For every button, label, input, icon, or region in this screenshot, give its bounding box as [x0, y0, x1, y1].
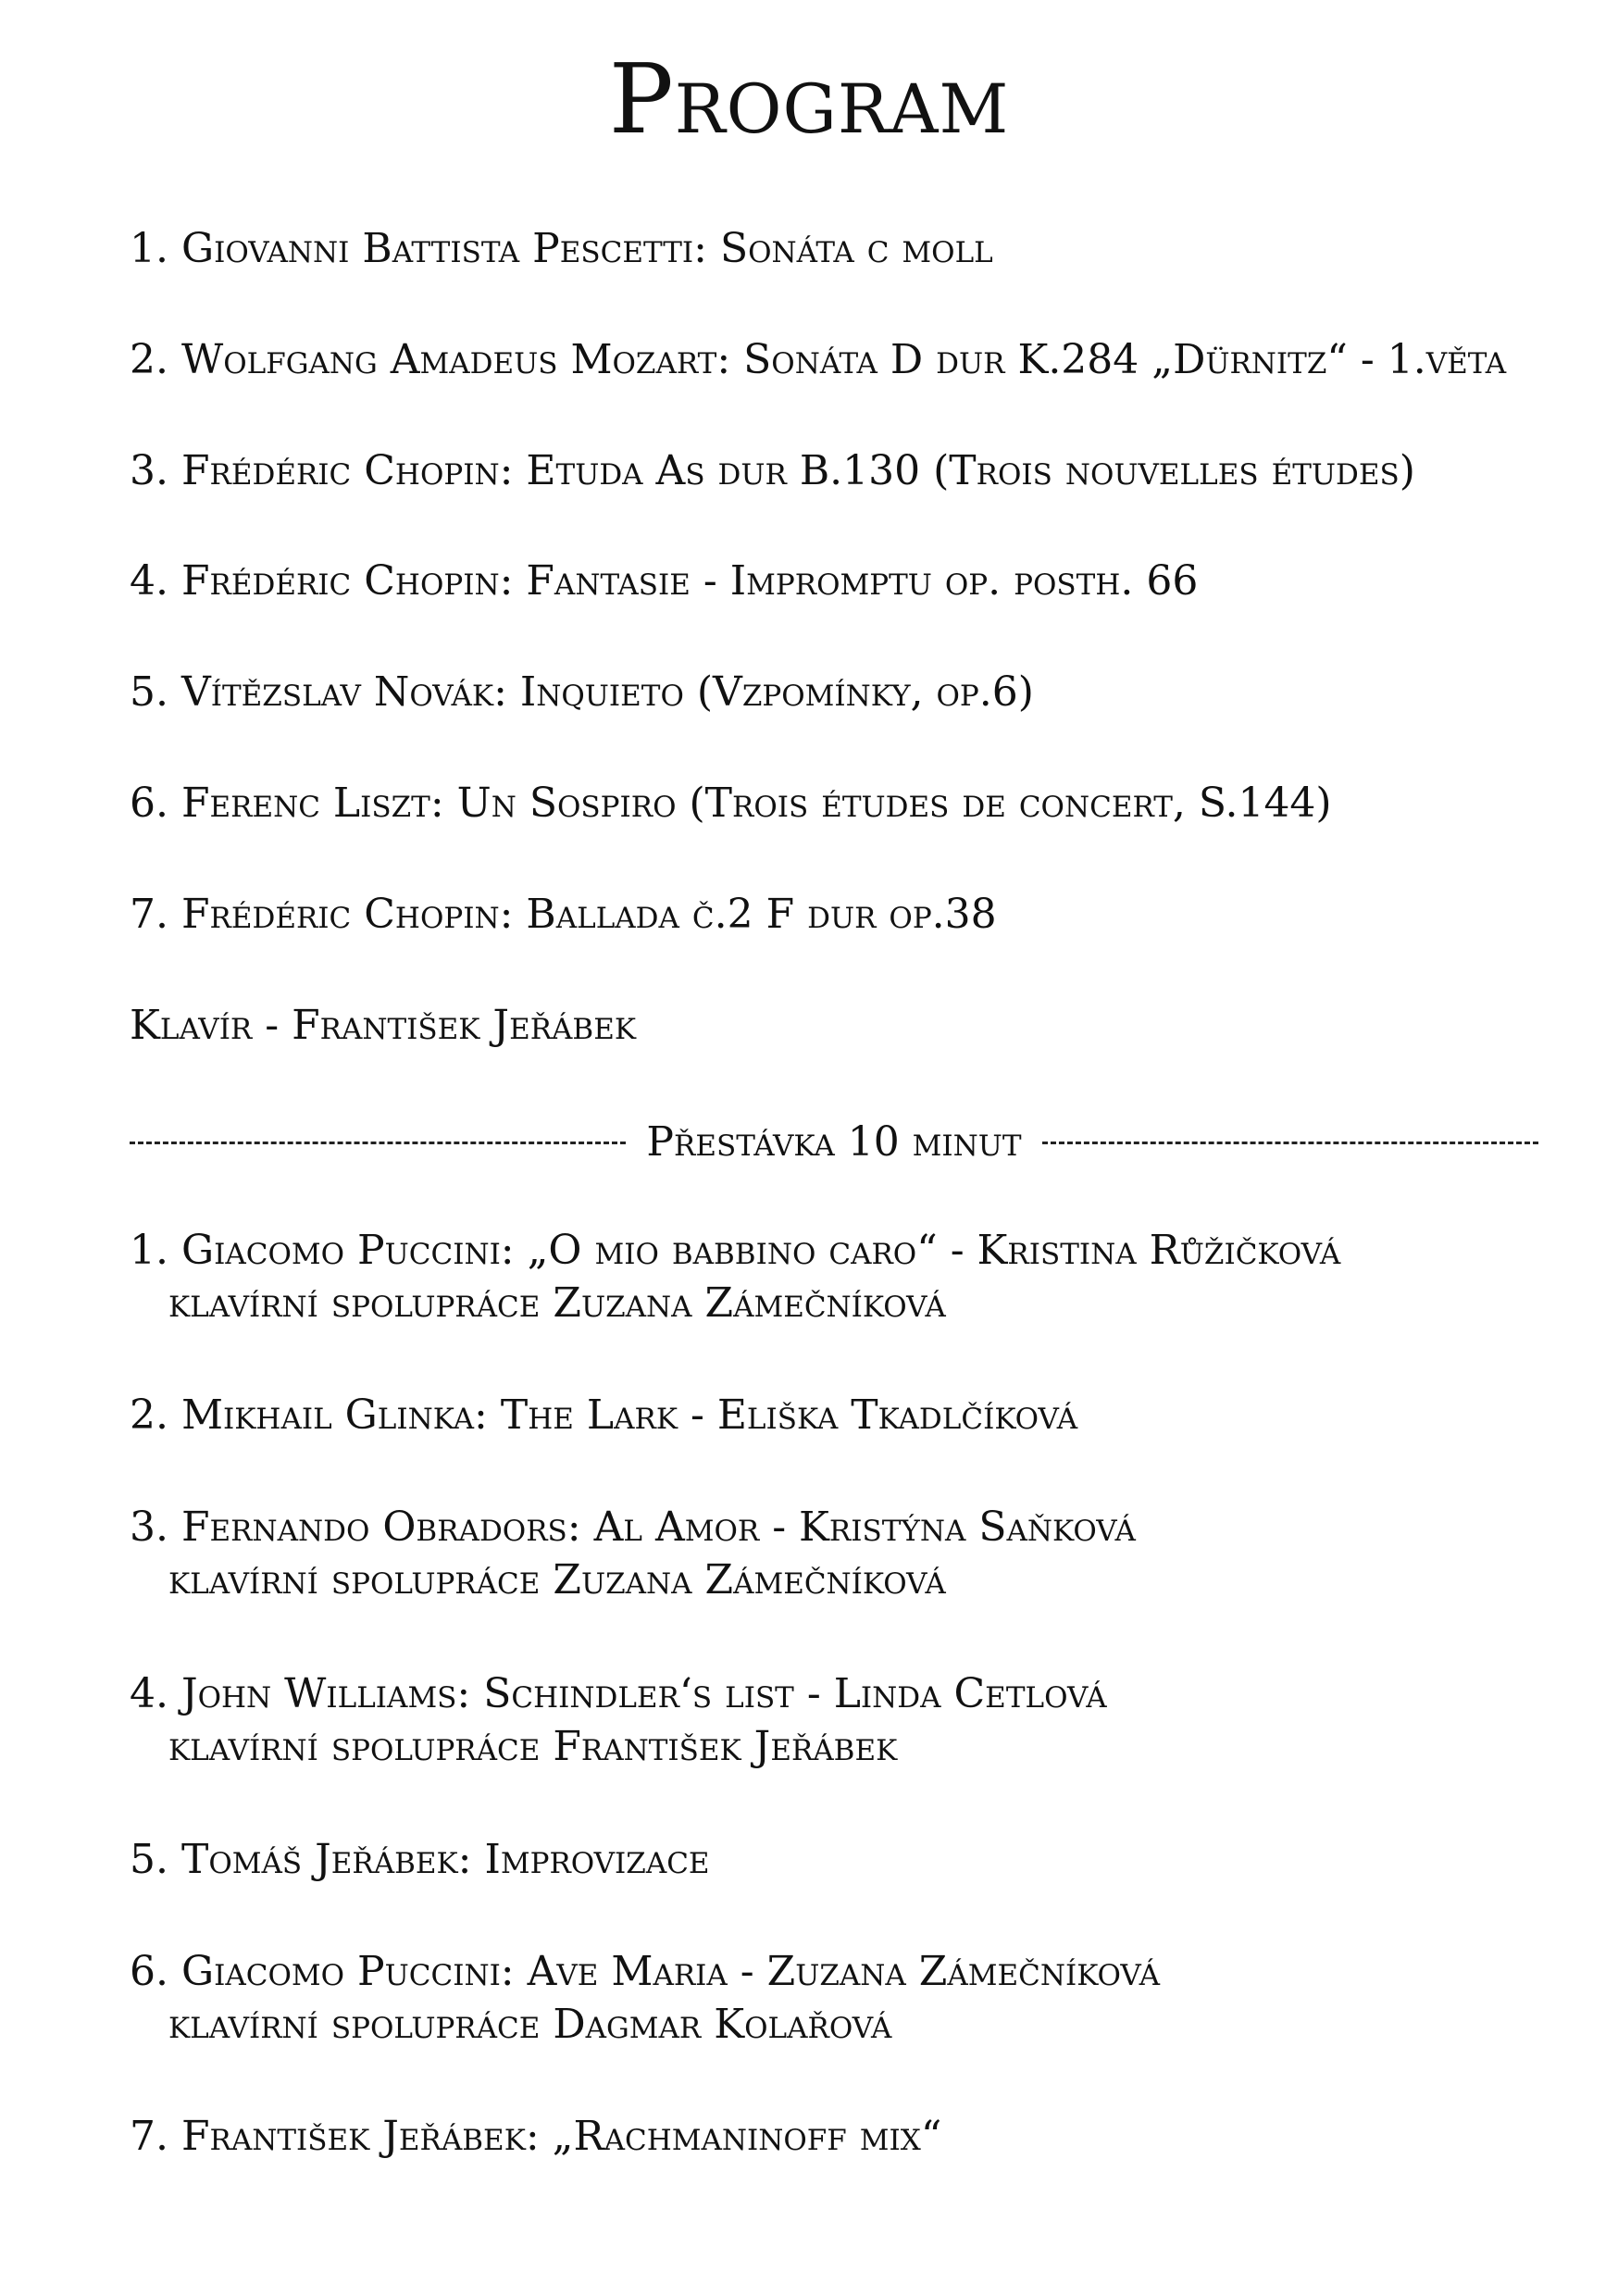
program-item-2: 2. Wolfgang Amadeus Mozart: Sonáta D dur K.284 „Dürnitz“ - 1.věta	[130, 336, 1507, 383]
program-item-2-6: 6. Giacomo Puccini: Ave Maria - Zuzana Zámečníková	[130, 1948, 1161, 1995]
dashed-rule-right	[1042, 1142, 1538, 1144]
dashed-rule-left	[130, 1142, 626, 1144]
program-item-2-5: 5. Tomáš Jeřábek: Improvizace	[130, 1836, 710, 1883]
program-item-3: 3. Frédéric Chopin: Etuda As dur B.130 (Trois nouvelles études)	[130, 447, 1415, 494]
program-item-2-3: 3. Fernando Obradors: Al Amor - Kristýna Saňková	[130, 1504, 1136, 1551]
program-item-2-1: 1. Giacomo Puccini: „O mio babbino caro“ - Kristina Růžičková	[130, 1227, 1341, 1274]
accompaniment-line-4: klavírní spolupráce František Jeřábek	[168, 1723, 898, 1770]
program-item-6: 6. Ferenc Liszt: Un Sospiro (Trois études de concert, S.144)	[130, 780, 1332, 827]
intermission-label: Přestávka 10 minut	[646, 1118, 1022, 1166]
program-item-7: 7. Frédéric Chopin: Ballada č.2 F dur op.38	[130, 891, 997, 938]
program-item-2-4: 4. John Williams: Schindler‘s list - Linda Cetlová	[130, 1670, 1107, 1717]
program-item-1: 1. Giovanni Battista Pescetti: Sonáta c moll	[130, 225, 993, 272]
accompaniment-line-3: klavírní spolupráce Zuzana Zámečníková	[168, 1556, 946, 1603]
intermission-divider	[130, 1120, 1538, 1165]
page-title: Program	[608, 43, 1010, 156]
accompaniment-line-6: klavírní spolupráce Dagmar Kolařová	[168, 2001, 892, 2048]
program-item-2-2: 2. Mikhail Glinka: The Lark - Eliška Tkadlčíková	[130, 1391, 1078, 1439]
program-item-2-7: 7. František Jeřábek: „Rachmaninoff mix“	[130, 2113, 942, 2160]
program-item-5: 5. Vítězslav Novák: Inquieto (Vzpomínky, op.6)	[130, 668, 1034, 716]
program-item-4: 4. Frédéric Chopin: Fantasie - Impromptu op. posth. 66	[130, 557, 1199, 605]
accompaniment-line-1: klavírní spolupráce Zuzana Zámečníková	[168, 1279, 946, 1327]
performer-line: Klavír - František Jeřábek	[130, 1002, 636, 1049]
